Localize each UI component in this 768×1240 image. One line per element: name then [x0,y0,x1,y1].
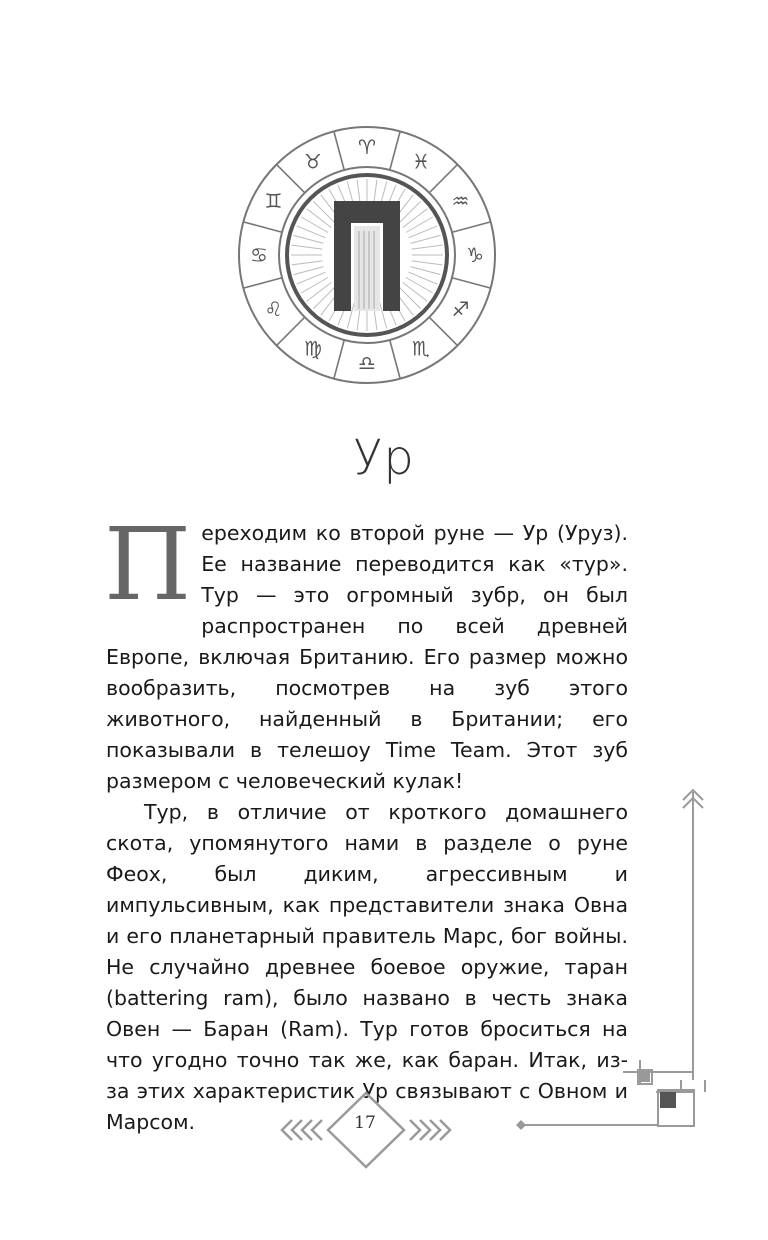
sunburst-ray [297,226,326,238]
zodiac-glyph-icon: ♊ [264,189,283,213]
sunburst-ray [297,272,326,284]
sunburst-ray [410,267,440,275]
zodiac-glyph-icon: ♒ [451,189,470,213]
sunburst-ray [294,267,324,275]
sunburst-ray [412,245,443,249]
sunburst-ray [410,235,440,243]
zodiac-divider [276,317,304,345]
paragraph-2: Тур, в отличие от кроткого домашнего скота, упомянутого нами в разделе о руне Феох, был диким, агрессивным и импульсивным, как представители знака Овна и его планетарный правитель Марс, бог войны. Не случайно древнее боевое оружие, таран (battering ram), было названо в честь знака Овен — Баран (Ram). Тур готов броситься на что угодно точно так же, как баран. Итак, из-за этих характеристик Ур связывают с Овном и Марсом. [106,800,628,1134]
drop-cap: П [104,506,192,623]
paragraph-1-text: ереходим ко второй руне — Ур (Уруз). Ее название переводится как «тур». Тур — это огромный зубр, он был распространен по всей древней Европе, включая Британию. Его размер можно вообразить, посмотрев на зуб этого животного, найденный в Британии; его показывали в телешоу Time Team. Этот зуб размером с человеческий кулак! [106,521,628,793]
sunburst-ray [294,235,324,243]
sunburst-ray [399,201,421,223]
chevron-left-icon [312,1120,322,1140]
sunburst-ray [403,209,428,228]
corner-frame-ornament [500,780,768,1160]
frame-square-icon [640,1072,650,1082]
zodiac-divider [334,340,344,379]
page-number: 17 [354,1113,376,1133]
zodiac-glyph-icon: ♍ [304,336,322,361]
zodiac-glyph-icon: ♑ [466,243,484,267]
zodiac-divider [452,222,491,232]
sunburst-ray [399,287,421,309]
paragraph-1 [104,506,628,797]
zodiac-divider [334,131,344,170]
sunburst-ray [292,261,323,265]
zodiac-rune-emblem [233,121,501,389]
zodiac-divider [429,317,457,345]
zodiac-divider [390,340,400,379]
sunburst-ray [409,226,438,238]
sunburst-ray [292,245,323,249]
zodiac-divider [243,222,282,232]
chevron-right-icon [410,1120,420,1140]
frame-square-icon [660,1092,676,1108]
zodiac-glyph-icon: ♋ [250,243,268,267]
zodiac-glyph-icon: ♐ [451,297,470,321]
sunburst-ray [301,217,328,233]
sunburst-ray [406,217,433,233]
sunburst-ray [307,282,332,301]
rune-gateway-light [354,226,380,311]
sunburst-ray [307,209,332,228]
sunburst-ray [406,278,433,294]
zodiac-glyph-icon: ♎ [358,351,376,375]
zodiac-glyph-icon: ♈ [358,135,376,159]
sunburst-ray [403,282,428,301]
zodiac-divider [243,278,282,288]
sunburst-ray [412,261,443,265]
sunburst-ray [409,272,438,284]
zodiac-divider [390,131,400,170]
sunburst-ray [313,287,335,309]
rune-title: Ур [353,430,415,487]
zodiac-divider [452,278,491,288]
zodiac-glyph-icon: ♌ [264,297,283,321]
zodiac-glyph-icon: ♓ [412,149,430,174]
sunburst-ray [301,278,328,294]
diamond-icon [516,1120,526,1130]
zodiac-glyph-icon: ♏ [412,336,430,361]
zodiac-glyph-icon: ♉ [304,149,322,174]
sunburst-ray [313,201,335,223]
